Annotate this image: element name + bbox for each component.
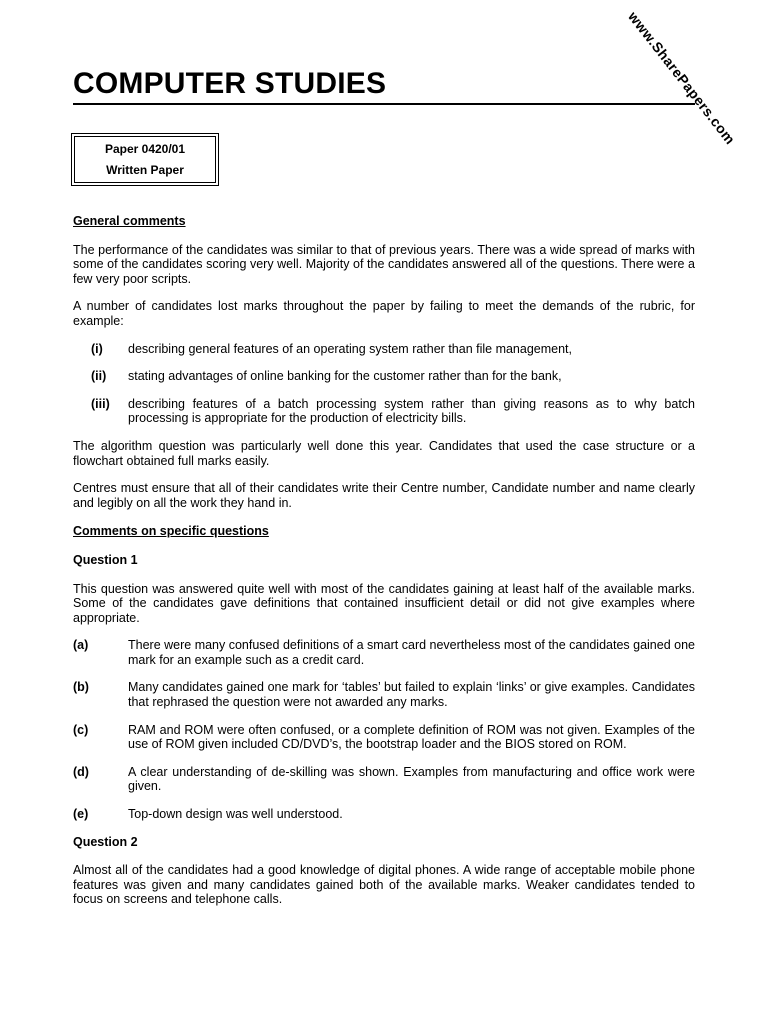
question-item [73,765,695,794]
question-item-label: (b) [73,680,89,695]
question-2-intro: Almost all of the candidates had a good knowledge of digital phones. A wide range of acceptable mobile phone features was given and many candidates gained both of the available marks. Weaker candidates tended to focus on screens and telephone calls. [73,863,695,907]
rubric-item-text: describing features of a batch processing system rather than giving reasons as to why batch processing is appropriate for the production of electricity bills. [128,396,695,426]
question-item-label: (c) [73,722,89,737]
page-title: COMPUTER STUDIES [73,67,387,100]
rubric-item-text: describing general features of an operating system rather than file management, [128,341,573,356]
watermark: www.SharePapers.com [625,8,739,148]
question-item-text: Many candidates gained one mark for ‘tables’ but failed to explain ‘links’ or give examples. Candidates that rephrased the question were not awarded any marks. [128,680,695,710]
rubric-item-label: (i) [91,341,103,356]
question-item-text: Top-down design was well understood. [128,807,343,822]
general-comments-heading: General comments [73,214,186,228]
general-paragraph-3: The algorithm question was particularly well done this year. Candidates that used the case structure or a flowchart obtained full marks easily. [73,438,695,468]
question-1-intro: This question was answered quite well with most of the candidates gaining at least half of the available marks. Some of the candidates gave definitions that contained insufficient detail or did not give examples where appropriate. [73,581,695,625]
paper-info-box [71,133,219,186]
general-paragraph-4: Centres must ensure that all of their candidates write their Centre number, Candidate number and name clearly and legibly on all the work they hand in. [73,481,695,510]
paper-type: Written Paper [106,162,184,177]
question-item-label: (e) [73,807,89,822]
question-item-text: There were many confused definitions of a smart card nevertheless most of the candidates gained one mark for an example such as a credit card. [128,638,695,667]
rubric-item-label: (iii) [91,396,110,411]
question-2-heading: Question 2 [73,834,138,849]
specific-comments-heading: Comments on specific questions [73,524,269,539]
rubric-item [73,397,695,426]
title-rule [73,103,695,105]
rubric-item-text: stating advantages of online banking for the customer rather than for the bank, [128,369,562,384]
paper-info-inner [74,136,216,183]
paper-number: Paper 0420/01 [104,141,186,156]
question-item-label: (a) [73,638,89,653]
question-item-text: RAM and ROM were often confused, or a complete definition of ROM was not given. Examples of the use of ROM given included CD/DVD’s, the bootstrap loader and the BIOS stored on ROM. [128,722,695,752]
question-item [73,723,695,752]
report-body [73,214,695,907]
question-item [73,680,695,709]
question-item [73,638,695,667]
general-paragraph-1: The performance of the candidates was similar to that of previous years. There was a wide spread of marks with some of the candidates scoring very well. Majority of the candidates answered all of the questions. There were a few very poor scripts. [73,242,695,286]
question-item [73,807,695,822]
question-item-label: (d) [73,764,89,779]
rubric-item [73,369,695,384]
rubric-item [73,342,695,357]
question-1-heading: Question 1 [73,552,138,567]
general-paragraph-2: A number of candidates lost marks throughout the paper by failing to meet the demands of the rubric, for example: [73,299,695,328]
rubric-item-label: (ii) [91,369,107,384]
question-item-text: A clear understanding of de-skilling was shown. Examples from manufacturing and office work were given. [128,764,695,794]
